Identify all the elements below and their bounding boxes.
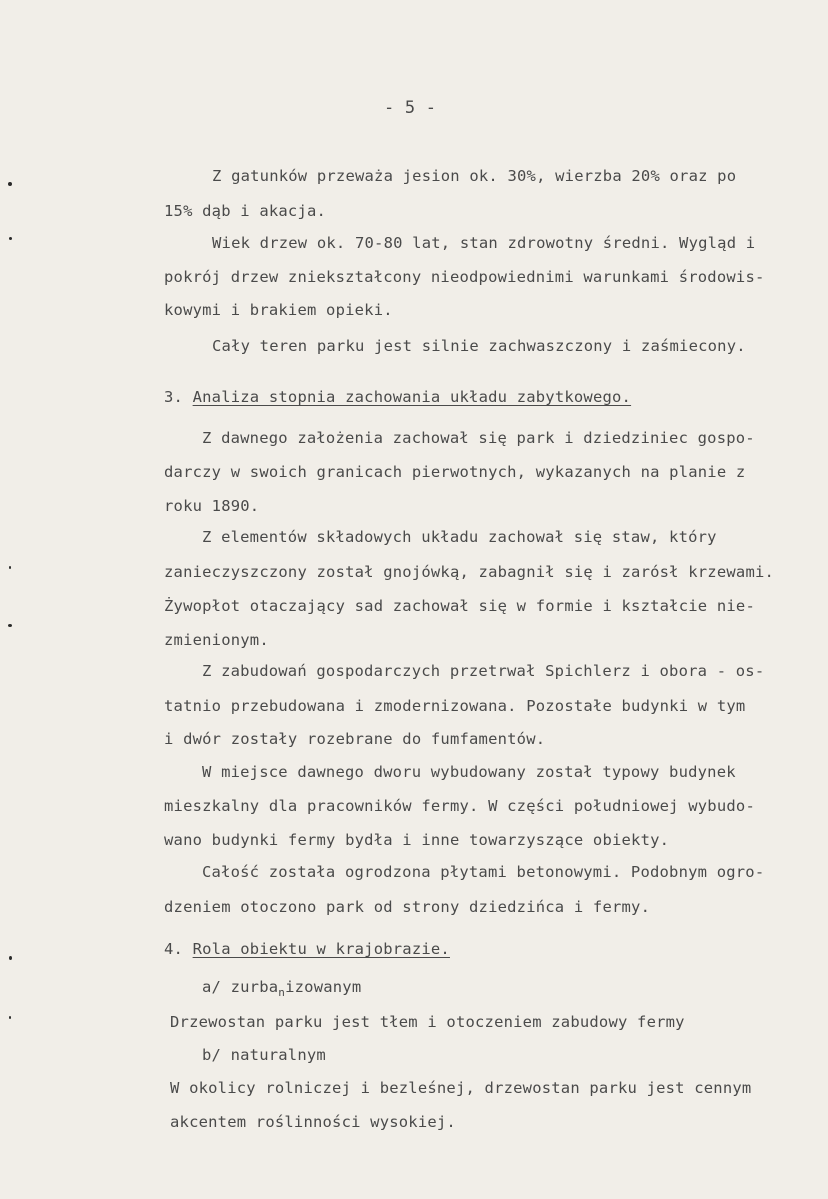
section-heading-3 bbox=[164, 387, 631, 407]
heading-text: Analiza stopnia zachowania układu zabytkowego. bbox=[192, 388, 632, 406]
text-line: Całość została ogrodzona płytami betonowymi. Podobnym ogro- bbox=[202, 863, 765, 881]
heading-text: Rola obiektu w krajobrazie. bbox=[192, 940, 450, 958]
page-number: - 5 - bbox=[384, 98, 437, 118]
text-line: Żywopłot otaczający sad zachował się w formie i kształcie nie- bbox=[164, 597, 755, 615]
punch-hole-mark bbox=[9, 956, 12, 960]
text-line: Wiek drzew ok. 70-80 lat, stan zdrowotny średni. Wygląd i bbox=[212, 234, 756, 252]
punch-hole-mark bbox=[9, 566, 11, 569]
text-line: Cały teren parku jest silnie zachwaszczony i zaśmiecony. bbox=[212, 337, 746, 355]
punch-hole-mark bbox=[8, 624, 12, 627]
text-line: darczy w swoich granicach pierwotnych, wykazanych na planie z bbox=[164, 463, 746, 481]
text-line: mieszkalny dla pracowników fermy. W części południowej wybudo- bbox=[164, 797, 755, 815]
list-item-a: a/ zurba$_n$izowanym bbox=[202, 978, 362, 999]
punch-hole-mark bbox=[9, 1016, 11, 1019]
text-line: roku 1890. bbox=[164, 497, 260, 515]
text-line: W okolicy rolniczej i bezleśnej, drzewostan parku jest cennym bbox=[170, 1079, 752, 1097]
text-line: i dwór zostały rozebrane do fumfamentów. bbox=[164, 730, 546, 748]
text-line: Z gatunków przeważa jesion ok. 30%, wierzba 20% oraz po bbox=[212, 167, 737, 185]
text-line: wano budynki fermy bydła i inne towarzyszące obiekty. bbox=[164, 831, 670, 849]
text-line: kowymi i brakiem opieki. bbox=[164, 301, 393, 319]
text-line: 15% dąb i akacja. bbox=[164, 202, 327, 220]
text-line: akcentem roślinności wysokiej. bbox=[170, 1113, 456, 1131]
text-line: zmienionym. bbox=[164, 631, 269, 649]
text-line: Z dawnego założenia zachował się park i dziedziniec gospo- bbox=[202, 429, 755, 447]
text-line: pokrój drzew zniekształcony nieodpowiednimi warunkami środowis- bbox=[164, 268, 765, 286]
text-line: Z elementów składowych układu zachował się staw, który bbox=[202, 528, 717, 546]
punch-hole-mark bbox=[8, 182, 12, 186]
text-line: Z zabudowań gospodarczych przetrwał Spichlerz i obora - os- bbox=[202, 662, 765, 680]
text-line: dzeniem otoczono park od strony dziedzińca i fermy. bbox=[164, 898, 651, 916]
text-line: W miejsce dawnego dworu wybudowany został typowy budynek bbox=[202, 763, 736, 781]
list-item-b: b/ naturalnym bbox=[202, 1046, 326, 1064]
text-line: zanieczyszczony został gnojówką, zabagnił się i zarósł krzewami. bbox=[164, 563, 775, 581]
heading-number: 4. bbox=[164, 940, 193, 958]
section-heading-4 bbox=[164, 939, 450, 959]
text-line: Drzewostan parku jest tłem i otoczeniem zabudowy fermy bbox=[170, 1013, 685, 1031]
text-line: tatnio przebudowana i zmodernizowana. Pozostałe budynki w tym bbox=[164, 697, 746, 715]
heading-number: 3. bbox=[164, 388, 193, 406]
punch-hole-mark bbox=[9, 237, 12, 240]
